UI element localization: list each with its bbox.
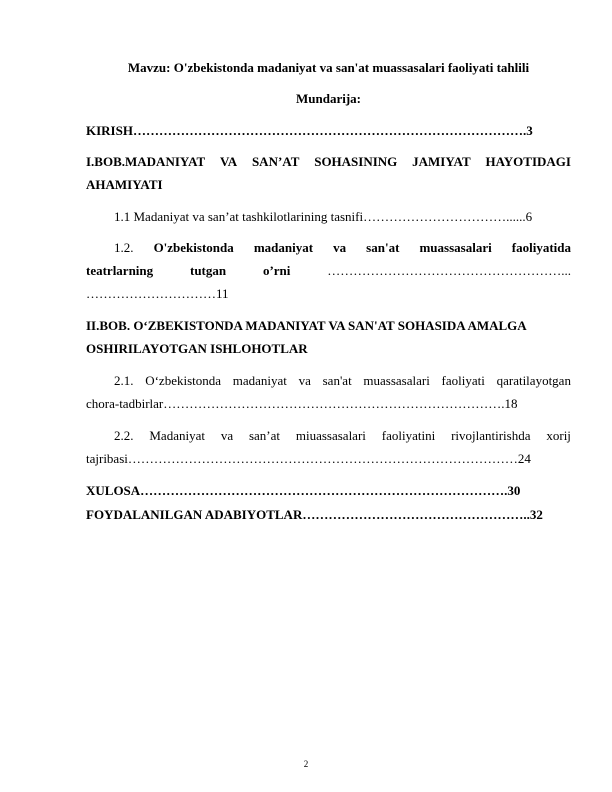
word: rivojlantirishda (451, 428, 531, 443)
toc-entry-1-2-page: …………………………11 (86, 286, 229, 301)
word: 1.2. (114, 240, 134, 255)
word: xorij (546, 428, 571, 443)
toc-heading: Mundarija: (296, 91, 361, 106)
word: qaratilayotgan (496, 373, 571, 388)
word: faoliyatini (381, 428, 436, 443)
word: tutgan (189, 263, 227, 278)
toc-entry-bob1[interactable] (86, 154, 571, 170)
document-page (86, 0, 571, 792)
word: san'at (322, 373, 352, 388)
toc-entry-2-1[interactable] (86, 373, 571, 389)
word: o’rni (262, 263, 291, 278)
word: VA (220, 154, 238, 169)
word: I.BOB.MADANIYAT (86, 154, 206, 169)
word: madaniyat (253, 240, 314, 255)
word: muassasalari (419, 240, 492, 255)
toc-entry-kirish[interactable]: KIRISH……………………………………………………………………………….3 (86, 123, 533, 138)
topic-title: Mavzu: O'zbekistonda madaniyat va san'at muassasalari faoliyati tahlili (127, 60, 530, 75)
toc-entry-bob2-cont: OSHIRILAYOTGAN ISHLOHOTLAR (86, 341, 308, 356)
toc-entry-2-2-cont: tajribasi………………………………………………………………………………24 (86, 451, 531, 466)
word: va (298, 373, 311, 388)
toc-entry-adabiyotlar[interactable]: FOYDALANILGAN ADABIYOTLAR……………………………………………..32 (86, 507, 543, 522)
word: miuassasalari (295, 428, 366, 443)
word: muassasalari (363, 373, 430, 388)
toc-entry-xulosa[interactable]: XULOSA………………………………………………………………………….30 (86, 483, 521, 498)
word: O‘zbekistonda (145, 373, 222, 388)
toc-entry-1-2-cont (86, 263, 571, 279)
word: Madaniyat (149, 428, 205, 443)
word: HAYOTIDAGI (485, 154, 571, 169)
word: san'at (366, 240, 400, 255)
page-number: 2 (303, 759, 309, 769)
word: JAMIYAT (412, 154, 471, 169)
word: va (220, 428, 234, 443)
toc-entry-2-2[interactable] (86, 428, 571, 444)
toc-entry-1-1[interactable]: 1.1 Madaniyat va san’at tashkilotlarining tasnifi……………………………......6 (114, 209, 533, 224)
toc-entry-1-2[interactable] (86, 240, 571, 256)
word: san’at (248, 428, 280, 443)
word: 2.2. (114, 428, 134, 443)
toc-entry-2-1-cont: chora-tadbirlar…………………………………………………………………….18 (86, 396, 518, 411)
word: 2.1. (114, 373, 134, 388)
toc-entry-bob2[interactable]: II.BOB. O‘ZBEKISTONDA MADANIYAT VA SAN'AT SOHASIDA AMALGA (86, 318, 527, 333)
word: va (333, 240, 347, 255)
word: O'zbekistonda (153, 240, 234, 255)
word: faoliyati (441, 373, 485, 388)
word: teatrlarning (86, 263, 154, 278)
leader-dots: ………………………………………………... (327, 263, 571, 278)
word: madaniyat (232, 373, 287, 388)
word: SAN’AT (251, 154, 300, 169)
word: faoliyatida (511, 240, 571, 255)
toc-entry-bob1-cont: AHAMIYATI (86, 177, 163, 192)
word: SOHASINING (314, 154, 398, 169)
